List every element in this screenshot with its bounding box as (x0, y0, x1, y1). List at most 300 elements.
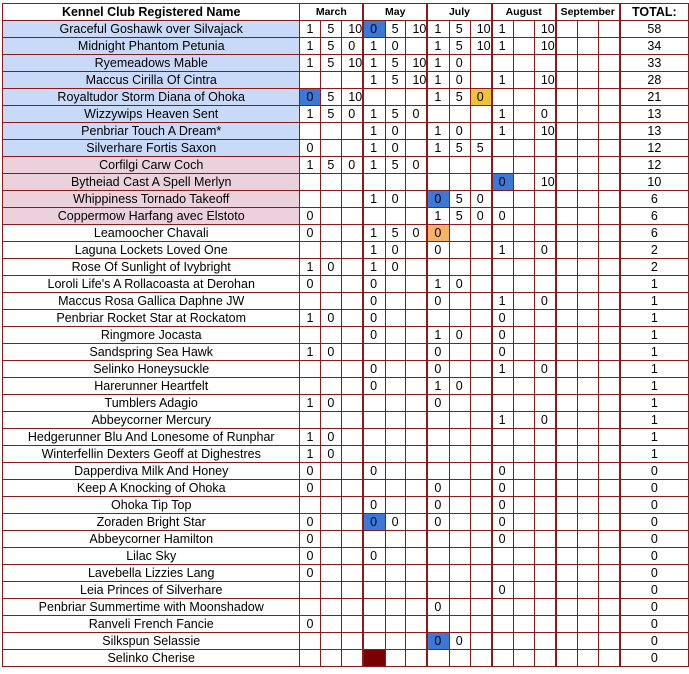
score-cell[interactable] (534, 140, 555, 157)
total-cell[interactable]: 1 (620, 446, 689, 463)
score-cell[interactable] (385, 412, 406, 429)
score-cell[interactable] (470, 480, 491, 497)
score-cell[interactable]: 0 (534, 361, 555, 378)
score-cell[interactable] (449, 106, 470, 123)
score-cell[interactable] (321, 174, 342, 191)
score-cell[interactable] (385, 174, 406, 191)
score-cell[interactable] (406, 395, 427, 412)
total-cell[interactable]: 0 (620, 650, 689, 667)
score-cell[interactable] (578, 531, 599, 548)
score-cell[interactable]: 10 (534, 38, 555, 55)
score-cell[interactable] (406, 446, 427, 463)
score-cell[interactable] (578, 395, 599, 412)
score-cell[interactable] (406, 497, 427, 514)
score-cell[interactable] (385, 480, 406, 497)
score-cell[interactable] (449, 514, 470, 531)
score-cell[interactable] (342, 310, 363, 327)
score-cell[interactable]: 1 (492, 293, 514, 310)
score-cell[interactable] (492, 616, 514, 633)
score-cell[interactable] (534, 191, 555, 208)
score-cell[interactable] (599, 310, 620, 327)
score-cell[interactable] (321, 599, 342, 616)
score-cell[interactable] (556, 55, 578, 72)
total-cell[interactable]: 0 (620, 633, 689, 650)
score-cell[interactable]: 1 (427, 208, 449, 225)
score-cell[interactable] (321, 191, 342, 208)
score-cell[interactable]: 0 (342, 106, 363, 123)
score-cell[interactable] (385, 344, 406, 361)
score-cell[interactable]: 0 (363, 293, 385, 310)
score-cell[interactable] (578, 582, 599, 599)
score-cell[interactable]: 1 (363, 225, 385, 242)
score-cell[interactable] (599, 650, 620, 667)
score-cell[interactable] (321, 633, 342, 650)
score-cell[interactable] (514, 89, 535, 106)
dog-name-cell[interactable]: Sandspring Sea Hawk (3, 344, 300, 361)
score-cell[interactable] (514, 293, 535, 310)
score-cell[interactable] (599, 446, 620, 463)
score-cell[interactable]: 0 (492, 208, 514, 225)
dog-name-cell[interactable]: Corfilgi Carw Coch (3, 157, 300, 174)
score-cell[interactable] (406, 242, 427, 259)
score-cell[interactable]: 10 (470, 21, 491, 38)
total-cell[interactable]: 1 (620, 327, 689, 344)
score-cell[interactable] (342, 548, 363, 565)
score-cell[interactable] (342, 565, 363, 582)
score-cell[interactable] (556, 72, 578, 89)
total-cell[interactable]: 6 (620, 225, 689, 242)
score-cell[interactable] (427, 582, 449, 599)
score-cell[interactable] (406, 191, 427, 208)
dog-name-cell[interactable]: Ranveli French Fancie (3, 616, 300, 633)
score-cell[interactable] (470, 565, 491, 582)
score-cell[interactable] (578, 191, 599, 208)
score-cell[interactable] (300, 633, 321, 650)
score-cell[interactable] (556, 38, 578, 55)
score-cell[interactable] (342, 412, 363, 429)
score-cell[interactable] (406, 480, 427, 497)
score-cell[interactable]: 0 (342, 157, 363, 174)
score-cell[interactable] (321, 412, 342, 429)
score-cell[interactable] (578, 616, 599, 633)
score-cell[interactable]: 1 (363, 55, 385, 72)
score-cell[interactable] (470, 293, 491, 310)
score-cell[interactable] (363, 429, 385, 446)
score-cell[interactable] (534, 548, 555, 565)
total-cell[interactable]: 21 (620, 89, 689, 106)
score-cell[interactable] (599, 361, 620, 378)
score-cell[interactable] (406, 293, 427, 310)
score-cell[interactable] (514, 72, 535, 89)
score-cell[interactable] (470, 123, 491, 140)
score-cell[interactable] (514, 446, 535, 463)
dog-name-cell[interactable]: Hedgerunner Blu And Lonesome of Runphar (3, 429, 300, 446)
score-cell[interactable] (342, 123, 363, 140)
score-cell[interactable]: 5 (449, 21, 470, 38)
score-cell[interactable] (406, 548, 427, 565)
score-cell[interactable] (534, 89, 555, 106)
score-cell[interactable]: 0 (363, 514, 385, 531)
total-cell[interactable]: 34 (620, 38, 689, 55)
total-cell[interactable]: 0 (620, 497, 689, 514)
score-cell[interactable] (406, 174, 427, 191)
score-cell[interactable] (406, 140, 427, 157)
score-cell[interactable]: 5 (321, 38, 342, 55)
score-cell[interactable]: 1 (363, 259, 385, 276)
score-cell[interactable] (363, 633, 385, 650)
total-cell[interactable]: 2 (620, 242, 689, 259)
score-cell[interactable] (578, 259, 599, 276)
score-cell[interactable]: 5 (321, 106, 342, 123)
score-cell[interactable] (427, 548, 449, 565)
score-cell[interactable] (514, 616, 535, 633)
score-cell[interactable] (514, 565, 535, 582)
score-cell[interactable]: 5 (385, 225, 406, 242)
score-cell[interactable] (599, 174, 620, 191)
score-cell[interactable]: 1 (492, 123, 514, 140)
total-cell[interactable]: 0 (620, 531, 689, 548)
score-cell[interactable]: 0 (449, 72, 470, 89)
score-cell[interactable]: 5 (321, 89, 342, 106)
score-cell[interactable] (363, 480, 385, 497)
score-cell[interactable] (578, 242, 599, 259)
score-cell[interactable] (492, 276, 514, 293)
score-cell[interactable] (385, 633, 406, 650)
score-cell[interactable] (449, 174, 470, 191)
score-cell[interactable]: 0 (406, 157, 427, 174)
score-cell[interactable] (385, 599, 406, 616)
score-cell[interactable] (492, 548, 514, 565)
score-cell[interactable] (342, 174, 363, 191)
score-cell[interactable] (556, 361, 578, 378)
score-cell[interactable] (556, 480, 578, 497)
total-cell[interactable]: 0 (620, 480, 689, 497)
score-cell[interactable]: 1 (427, 327, 449, 344)
score-cell[interactable]: 0 (427, 225, 449, 242)
score-cell[interactable]: 0 (321, 310, 342, 327)
score-cell[interactable] (578, 412, 599, 429)
score-cell[interactable]: 5 (449, 38, 470, 55)
score-cell[interactable] (300, 378, 321, 395)
score-cell[interactable] (449, 548, 470, 565)
score-cell[interactable]: 10 (342, 89, 363, 106)
score-cell[interactable] (406, 650, 427, 667)
dog-name-cell[interactable]: Ryemeadows Mable (3, 55, 300, 72)
header-month-september[interactable]: September (556, 4, 620, 21)
score-cell[interactable]: 0 (427, 242, 449, 259)
score-cell[interactable] (342, 191, 363, 208)
score-cell[interactable]: 0 (363, 497, 385, 514)
score-cell[interactable] (406, 344, 427, 361)
total-cell[interactable]: 28 (620, 72, 689, 89)
score-cell[interactable] (385, 565, 406, 582)
score-cell[interactable] (578, 208, 599, 225)
score-cell[interactable]: 0 (363, 21, 385, 38)
total-cell[interactable]: 0 (620, 565, 689, 582)
dog-name-cell[interactable]: Winterfellin Dexters Geoff at Dighestres (3, 446, 300, 463)
score-cell[interactable]: 1 (492, 21, 514, 38)
score-cell[interactable] (470, 242, 491, 259)
score-cell[interactable] (470, 616, 491, 633)
score-cell[interactable] (406, 378, 427, 395)
dog-name-cell[interactable]: Penbriar Rocket Star at Rockatom (3, 310, 300, 327)
score-cell[interactable] (492, 157, 514, 174)
score-cell[interactable] (599, 208, 620, 225)
score-cell[interactable]: 1 (427, 55, 449, 72)
score-cell[interactable] (449, 446, 470, 463)
score-cell[interactable] (599, 633, 620, 650)
score-cell[interactable] (300, 174, 321, 191)
score-cell[interactable]: 0 (427, 191, 449, 208)
score-cell[interactable] (321, 276, 342, 293)
score-cell[interactable] (406, 463, 427, 480)
score-cell[interactable] (342, 293, 363, 310)
score-cell[interactable] (534, 480, 555, 497)
score-cell[interactable] (578, 327, 599, 344)
score-cell[interactable] (321, 463, 342, 480)
score-cell[interactable]: 1 (492, 242, 514, 259)
score-cell[interactable] (599, 38, 620, 55)
score-cell[interactable] (385, 531, 406, 548)
score-cell[interactable]: 1 (427, 21, 449, 38)
score-cell[interactable] (385, 89, 406, 106)
score-cell[interactable] (514, 123, 535, 140)
score-cell[interactable] (321, 514, 342, 531)
total-cell[interactable]: 6 (620, 191, 689, 208)
score-cell[interactable] (406, 514, 427, 531)
dog-name-cell[interactable]: Lavebella Lizzies Lang (3, 565, 300, 582)
score-cell[interactable] (556, 497, 578, 514)
header-month-august[interactable]: August (492, 4, 556, 21)
score-cell[interactable] (578, 89, 599, 106)
score-cell[interactable] (321, 531, 342, 548)
total-cell[interactable]: 13 (620, 106, 689, 123)
dog-name-cell[interactable]: Lilac Sky (3, 548, 300, 565)
score-cell[interactable] (556, 429, 578, 446)
score-cell[interactable] (470, 599, 491, 616)
score-cell[interactable]: 5 (321, 55, 342, 72)
score-cell[interactable] (599, 480, 620, 497)
score-cell[interactable]: 0 (300, 531, 321, 548)
score-cell[interactable] (556, 259, 578, 276)
score-cell[interactable] (514, 208, 535, 225)
score-cell[interactable]: 1 (363, 140, 385, 157)
score-cell[interactable] (300, 650, 321, 667)
score-cell[interactable]: 0 (406, 225, 427, 242)
score-cell[interactable]: 5 (470, 140, 491, 157)
dog-name-cell[interactable]: Coppermow Harfang avec Elstoto (3, 208, 300, 225)
score-cell[interactable] (578, 174, 599, 191)
score-cell[interactable] (363, 650, 385, 667)
score-cell[interactable] (385, 361, 406, 378)
score-cell[interactable]: 10 (534, 72, 555, 89)
score-cell[interactable] (556, 310, 578, 327)
score-cell[interactable] (342, 344, 363, 361)
dog-name-cell[interactable]: Selinko Honeysuckle (3, 361, 300, 378)
score-cell[interactable]: 5 (449, 89, 470, 106)
score-cell[interactable] (514, 55, 535, 72)
score-cell[interactable] (449, 310, 470, 327)
score-cell[interactable] (385, 208, 406, 225)
score-cell[interactable] (406, 38, 427, 55)
score-cell[interactable] (470, 582, 491, 599)
score-cell[interactable]: 1 (427, 123, 449, 140)
score-cell[interactable] (449, 531, 470, 548)
score-cell[interactable] (321, 293, 342, 310)
header-month-march[interactable]: March (300, 4, 363, 21)
score-cell[interactable] (342, 378, 363, 395)
score-cell[interactable] (427, 259, 449, 276)
dog-name-cell[interactable]: Zoraden Bright Star (3, 514, 300, 531)
score-cell[interactable] (578, 599, 599, 616)
score-cell[interactable] (534, 531, 555, 548)
score-cell[interactable]: 0 (492, 582, 514, 599)
score-cell[interactable] (578, 38, 599, 55)
score-cell[interactable] (470, 344, 491, 361)
total-cell[interactable]: 10 (620, 174, 689, 191)
score-cell[interactable] (470, 55, 491, 72)
score-cell[interactable] (599, 378, 620, 395)
score-cell[interactable] (321, 361, 342, 378)
score-cell[interactable] (470, 276, 491, 293)
score-cell[interactable] (470, 531, 491, 548)
score-cell[interactable] (534, 446, 555, 463)
score-cell[interactable]: 5 (385, 106, 406, 123)
score-cell[interactable] (321, 582, 342, 599)
score-cell[interactable] (470, 514, 491, 531)
score-cell[interactable]: 0 (385, 191, 406, 208)
score-cell[interactable] (556, 378, 578, 395)
score-cell[interactable] (363, 531, 385, 548)
score-cell[interactable]: 1 (300, 344, 321, 361)
score-cell[interactable]: 0 (385, 123, 406, 140)
score-cell[interactable] (492, 225, 514, 242)
score-cell[interactable] (342, 599, 363, 616)
score-cell[interactable] (578, 106, 599, 123)
score-cell[interactable]: 0 (534, 412, 555, 429)
score-cell[interactable]: 1 (300, 259, 321, 276)
score-cell[interactable] (363, 616, 385, 633)
score-cell[interactable] (492, 89, 514, 106)
header-name[interactable]: Kennel Club Registered Name (3, 4, 300, 21)
total-cell[interactable]: 2 (620, 259, 689, 276)
dog-name-cell[interactable]: Penbriar Touch A Dream* (3, 123, 300, 140)
score-cell[interactable]: 0 (427, 599, 449, 616)
score-cell[interactable] (599, 106, 620, 123)
score-cell[interactable] (578, 344, 599, 361)
score-cell[interactable] (599, 55, 620, 72)
score-cell[interactable] (556, 327, 578, 344)
score-cell[interactable] (449, 599, 470, 616)
score-cell[interactable] (300, 327, 321, 344)
score-cell[interactable] (556, 191, 578, 208)
score-cell[interactable] (363, 344, 385, 361)
score-cell[interactable] (578, 548, 599, 565)
score-cell[interactable]: 0 (363, 361, 385, 378)
score-cell[interactable] (385, 582, 406, 599)
score-cell[interactable] (578, 293, 599, 310)
score-cell[interactable] (514, 361, 535, 378)
score-cell[interactable] (556, 514, 578, 531)
score-cell[interactable] (578, 21, 599, 38)
score-cell[interactable] (427, 463, 449, 480)
score-cell[interactable]: 0 (363, 327, 385, 344)
score-cell[interactable] (599, 463, 620, 480)
score-cell[interactable] (578, 446, 599, 463)
score-cell[interactable] (514, 633, 535, 650)
score-cell[interactable]: 1 (300, 429, 321, 446)
total-cell[interactable]: 0 (620, 463, 689, 480)
score-cell[interactable]: 0 (300, 480, 321, 497)
score-cell[interactable] (599, 344, 620, 361)
score-cell[interactable] (492, 55, 514, 72)
score-cell[interactable]: 5 (385, 21, 406, 38)
score-cell[interactable] (578, 514, 599, 531)
dog-name-cell[interactable]: Laguna Lockets Loved One (3, 242, 300, 259)
score-cell[interactable] (556, 208, 578, 225)
score-cell[interactable] (449, 225, 470, 242)
score-cell[interactable] (599, 89, 620, 106)
score-cell[interactable]: 0 (449, 276, 470, 293)
score-cell[interactable] (363, 582, 385, 599)
score-cell[interactable] (342, 531, 363, 548)
score-cell[interactable] (470, 225, 491, 242)
score-cell[interactable] (406, 633, 427, 650)
score-cell[interactable] (556, 140, 578, 157)
score-cell[interactable] (534, 599, 555, 616)
score-cell[interactable]: 1 (300, 106, 321, 123)
score-cell[interactable] (321, 225, 342, 242)
score-cell[interactable] (556, 412, 578, 429)
score-cell[interactable]: 0 (300, 89, 321, 106)
score-cell[interactable] (599, 616, 620, 633)
score-cell[interactable] (342, 650, 363, 667)
score-cell[interactable] (556, 599, 578, 616)
score-cell[interactable]: 1 (427, 89, 449, 106)
score-cell[interactable]: 1 (363, 106, 385, 123)
score-cell[interactable] (342, 514, 363, 531)
score-cell[interactable] (492, 259, 514, 276)
score-cell[interactable] (556, 174, 578, 191)
score-cell[interactable] (534, 497, 555, 514)
score-cell[interactable] (470, 72, 491, 89)
score-cell[interactable] (342, 361, 363, 378)
score-cell[interactable]: 0 (300, 463, 321, 480)
dog-name-cell[interactable]: Bytheiad Cast A Spell Merlyn (3, 174, 300, 191)
score-cell[interactable]: 0 (492, 514, 514, 531)
score-cell[interactable]: 0 (363, 548, 385, 565)
score-cell[interactable] (556, 616, 578, 633)
score-cell[interactable] (599, 565, 620, 582)
score-cell[interactable] (342, 327, 363, 344)
score-cell[interactable] (385, 276, 406, 293)
score-cell[interactable] (321, 650, 342, 667)
score-cell[interactable] (449, 463, 470, 480)
score-cell[interactable] (427, 310, 449, 327)
dog-name-cell[interactable]: Whippiness Tornado Takeoff (3, 191, 300, 208)
score-cell[interactable]: 5 (449, 140, 470, 157)
score-cell[interactable]: 10 (534, 123, 555, 140)
score-cell[interactable] (406, 429, 427, 446)
score-cell[interactable] (406, 208, 427, 225)
score-cell[interactable] (599, 242, 620, 259)
score-cell[interactable] (385, 616, 406, 633)
score-cell[interactable]: 0 (427, 361, 449, 378)
score-cell[interactable] (514, 463, 535, 480)
dog-name-cell[interactable]: Loroli Life's A Rollacoasta at Derohan (3, 276, 300, 293)
score-cell[interactable] (385, 429, 406, 446)
score-cell[interactable]: 1 (492, 38, 514, 55)
